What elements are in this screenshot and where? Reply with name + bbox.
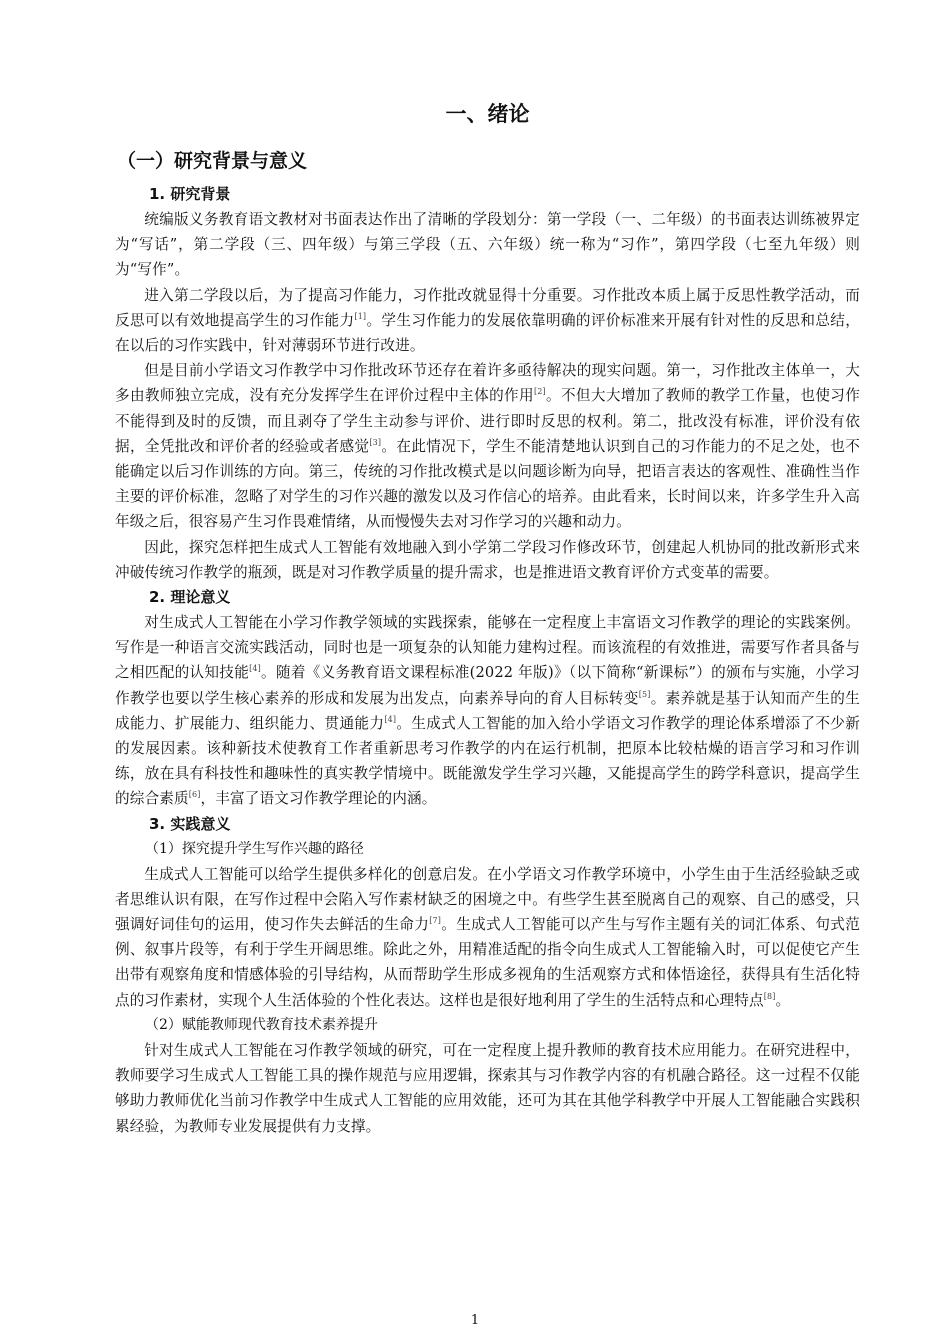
citation-marker: [2] <box>533 387 546 397</box>
paragraph: 进入第二学段以后，为了提高习作能力，习作批改就显得十分重要。习作批改本质上属于反思性教学活动，而反思可以有效地提高学生的习作能力[1]。学生习作能力的发展依靠明确的评价标准来开展有针对性的反思和总结，在以后的习作实践中，针对薄弱环节进行改进。 <box>115 286 861 355</box>
paragraph: 因此，探究怎样把生成式人工智能有效地融入到小学第二学段习作修改环节，创建起人机协同的批改新形式来冲破传统习作教学的瓶颈，既是对习作教学质量的提升需求，也是推进语文教育评价方式变革的需要。 <box>115 538 860 581</box>
item-title: （2）赋能教师现代教育技术素养提升 <box>145 1016 378 1033</box>
citation-marker: [4] <box>384 714 397 724</box>
paragraph: 针对生成式人工智能在习作教学领域的研究，可在一定程度上提升教师的教育技术应用能力。在研究进程中，教师要学习生成式人工智能工具的操作规范与应用逻辑，探索其与习作教学内容的有机融合路径。这一过程不仅能够助力教师优化当前习作教学中生成式人工智能的应用效能，还可为其在其他学科教学中开展人工智能融合实践积累经验，为教师专业发展提供有力支撑。 <box>115 1041 860 1135</box>
citation-marker: [7] <box>429 916 442 926</box>
citation-marker: [4] <box>249 664 261 674</box>
subsection-title-theory: 2. 理论意义 <box>149 588 231 607</box>
item-title: （1）探究提升学生写作兴趣的路径 <box>145 840 364 857</box>
paragraph: 但是目前小学语文习作教学中习作批改环节还存在着许多亟待解决的现实问题。第一，习作批改主体单一，大多由教师独立完成，没有充分发挥学生在评价过程中主体的作用[2]。不但大大增加了教师的教学工作量，也使习作不能得到及时的反馈，而且剥夺了学生主动参与评价、进行即时反思的权利。第二，批改没有标准，评价没有依据，全凭批改和评价者的经验或者感觉[3]。在此情况下，学生不能清楚地认识到自己的习作能力的不足之处，也不能确定以后习作训练的方向。第三，传统的习作批改模式是以问题诊断为向导，把语言表达的客观性、准确性当作主要的评价标准，忽略了对学生的习作兴趣的激发以及习作信心的培养。由此看来，长时间以来，许多学生升入高年级之后，很容易产生习作畏难情绪，从而慢慢失去对习作学习的兴趣和动力。 <box>115 362 861 531</box>
page-content <box>115 98 860 1139</box>
citation-marker: [8] <box>763 991 776 1001</box>
citation-marker: [1] <box>354 311 367 321</box>
chapter-title: 一、绪论 <box>445 102 530 126</box>
citation-marker: [3] <box>369 437 382 447</box>
page-number: 1 <box>470 1313 480 1328</box>
paragraph: 生成式人工智能可以给学生提供多样化的创意启发。在小学语文习作教学环境中，小学生由于生活经验缺乏或者思维认识有限，在写作过程中会陷入写作素材缺乏的困境之中。有些学生甚至脱离自己的观察、自己的感受，只强调好词佳句的运用，使习作失去鲜活的生命力[7]。生成式人工智能可以产生与写作主题有关的词汇体系、句式范例、叙事片段等，有利于学生开阔思维。除此之外，用精准适配的指令向生成式人工智能输入时，可以促使它产生出带有观察角度和情感体验的引导结构，从而帮助学生形成多视角的生活观察方式和体悟途径，获得具有生活化特点的习作素材，实现个人生活体验的个性化表达。这样也是很好地利用了学生的生活特点和心理特点[8]。 <box>115 865 861 1009</box>
subsection-title-practice: 3. 实践意义 <box>149 814 231 833</box>
citation-marker: [5] <box>638 689 651 699</box>
paragraph: 统编版义务教育语文教材对书面表达作出了清晰的学段划分：第一学段（一、二年级）的书面表达训练被界定为“写话”，第二学段（三、四年级）与第三学段（五、六年级）统一称为“习作”，第四学段（七至九年级）则为“写作”。 <box>115 211 860 279</box>
citation-marker: [6] <box>188 790 201 800</box>
section-title: （一）研究背景与意义 <box>117 150 308 172</box>
subsection-title-background: 1. 研究背景 <box>149 185 231 203</box>
paragraph: 对生成式人工智能在小学习作教学领域的实践探索，能够在一定程度上丰富语文习作教学的理论的实践案例。写作是一种语言交流实践活动，同时也是一项复杂的认知能力建构过程。而该流程的有效推进，需要写作者具备与之相匹配的认知技能[4]。随着《义务教育语文课程标准(2022 年版)》（以下简称“新课标”）的颁布与实施，小学习作教学也要以学生核心素养的形成和发展为出发点，向素养导向的育人目标转变[5]。素养就是基于认知而产生的生成能力、扩展能力、组织能力、贯通能力[4]。生成式人工智能的加入给小学语文习作教学的理论体系增添了不少新的发展因素。该种新技术使教育工作者重新思考习作教学的内在运行机制，把原本比较枯燥的语言学习和习作训练，放在具有科技性和趣味性的真实教学情境中。既能激发学生学习兴趣，又能提高学生的跨学科意识，提高学生的综合素质[6]，丰富了语文习作教学理论的内涵。 <box>115 614 861 808</box>
